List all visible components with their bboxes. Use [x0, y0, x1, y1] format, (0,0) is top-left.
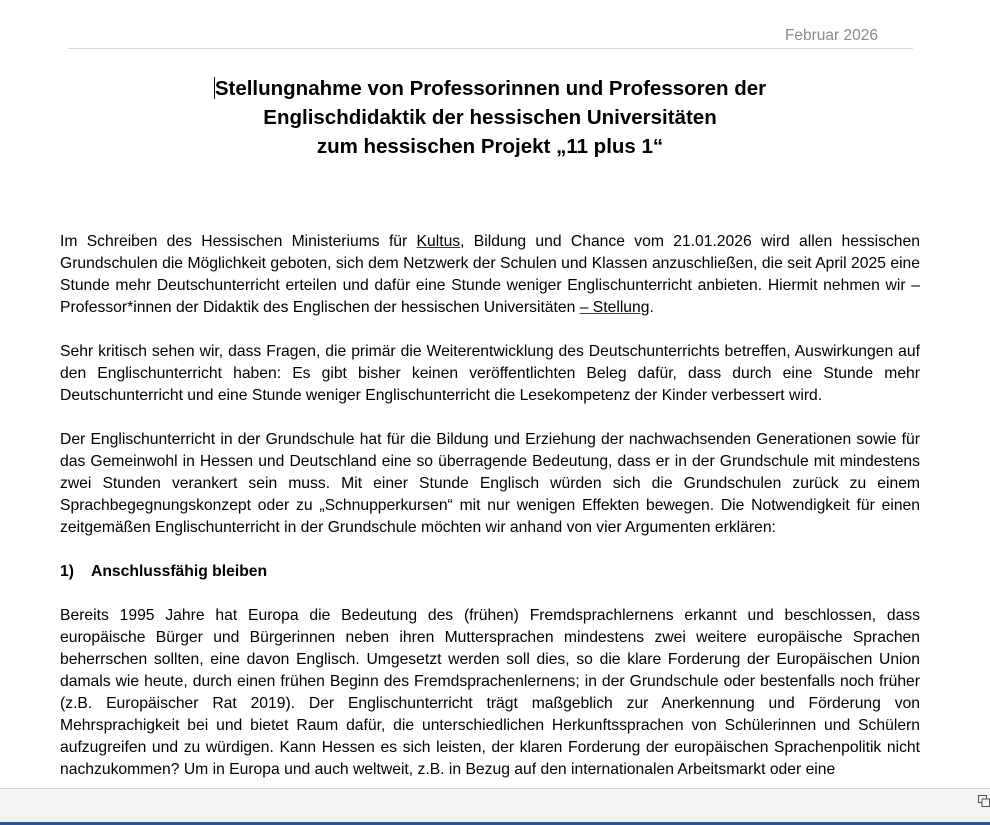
- header-divider: [68, 48, 913, 49]
- document-body[interactable]: [60, 231, 920, 788]
- spellcheck-word-stellung[interactable]: – Stellung: [579, 299, 650, 316]
- view-mode-icon[interactable]: [978, 795, 990, 807]
- spellcheck-word-kultus[interactable]: Kultus: [416, 233, 461, 250]
- section-title: Anschlussfähig bleiben: [91, 563, 268, 580]
- document-title: [60, 74, 920, 161]
- title-line-3: zum hessischen Projekt „11 plus 1“: [316, 135, 664, 158]
- paragraph-2: Sehr kritisch sehen wir, dass Fragen, die primär die Weiterentwicklung des Deutschunterrichts betreffen, Auswirkungen auf den Englischunterricht haben: Es gibt bisher keinen veröffentlichten Beleg dafür, dass durch eine Stunde mehr Deutschunterricht und eine Stunde weniger Englischunterricht die Lesekompetenz der Kinder verbessert wird.: [60, 343, 920, 404]
- section-heading-1: [60, 561, 920, 583]
- section-number: 1): [60, 563, 74, 580]
- header-date: Februar 2026: [784, 27, 878, 44]
- title-line-1: Stellungnahme von Professorinnen und Professoren der: [214, 77, 767, 100]
- section-1-paragraph: Bereits 1995 Jahre hat Europa die Bedeutung des (frühen) Fremdsprachlernens erkannt und beschlossen, dass europäische Bürger und Bürgerinnen neben ihren Muttersprachen mindestens zwei weitere europäische Sprachen beherrschen sollten, eine davon Englisch. Umgesetzt werden soll dies, so die klare Forderung der Europäischen Union damals wie heute, durch einen frühen Beginn des Fremdsprachenlernens; in der Grundschule oder bestenfalls noch früher (z.B. Europäischer Rat 2019). Der Englischunterricht trägt maßgeblich zur Anerkennung und Förderung von Mehrsprachigkeit bei und bietet Raum dafür, die unterschiedlichen Herkunftssprachen von Schülerinnen und Schülern aufzugreifen und zu würdigen. Kann Hessen es sich leisten, der klaren Forderung der europäischen Sprachenpolitik nicht nachzukommen? Um in Europa und auch weltweit, z.B. in Bezug auf den internationalen Arbeitsmarkt oder eine: [60, 607, 920, 778]
- paragraph-3: Der Englischunterricht in der Grundschule hat für die Bildung und Erziehung der nachwachsenden Generationen sowie für das Gemeinwohl in Hessen und Deutschland eine so überragende Bedeutung, dass er in der Grundschule mit mindestens zwei Stunden verankert sein muss. Mit einer Stunde Englisch würden sich die Grundschulen zurück zu einem Sprachbegegnungskonzept oder zu „Schnupperkursen“ mit nur wenigen Effekten bewegen. Die Notwendigkeit für einen zeitgemäßen Englischunterricht in der Grundschule möchten wir anhand von vier Argumenten erklären:: [60, 431, 920, 536]
- intro-paragraph: Im Schreiben des Hessischen Ministeriums für Kultus, Bildung und Chance vom 21.01.2026 wird allen hessischen Grundschulen die Möglichkeit geboten, sich dem Netzwerk der Schulen und Klassen anzuschließen, die seit April 2025 eine Stunde mehr Deutschunterricht erteilen und dafür eine Stunde weniger Englischunterricht anbieten. Hiermit nehmen wir – Professor*innen der Didaktik des Englischen der hessischen Universitäten – Stellung.: [60, 233, 920, 316]
- status-bar: [0, 788, 990, 825]
- title-line-2: Englischdidaktik der hessischen Universitäten: [263, 106, 717, 129]
